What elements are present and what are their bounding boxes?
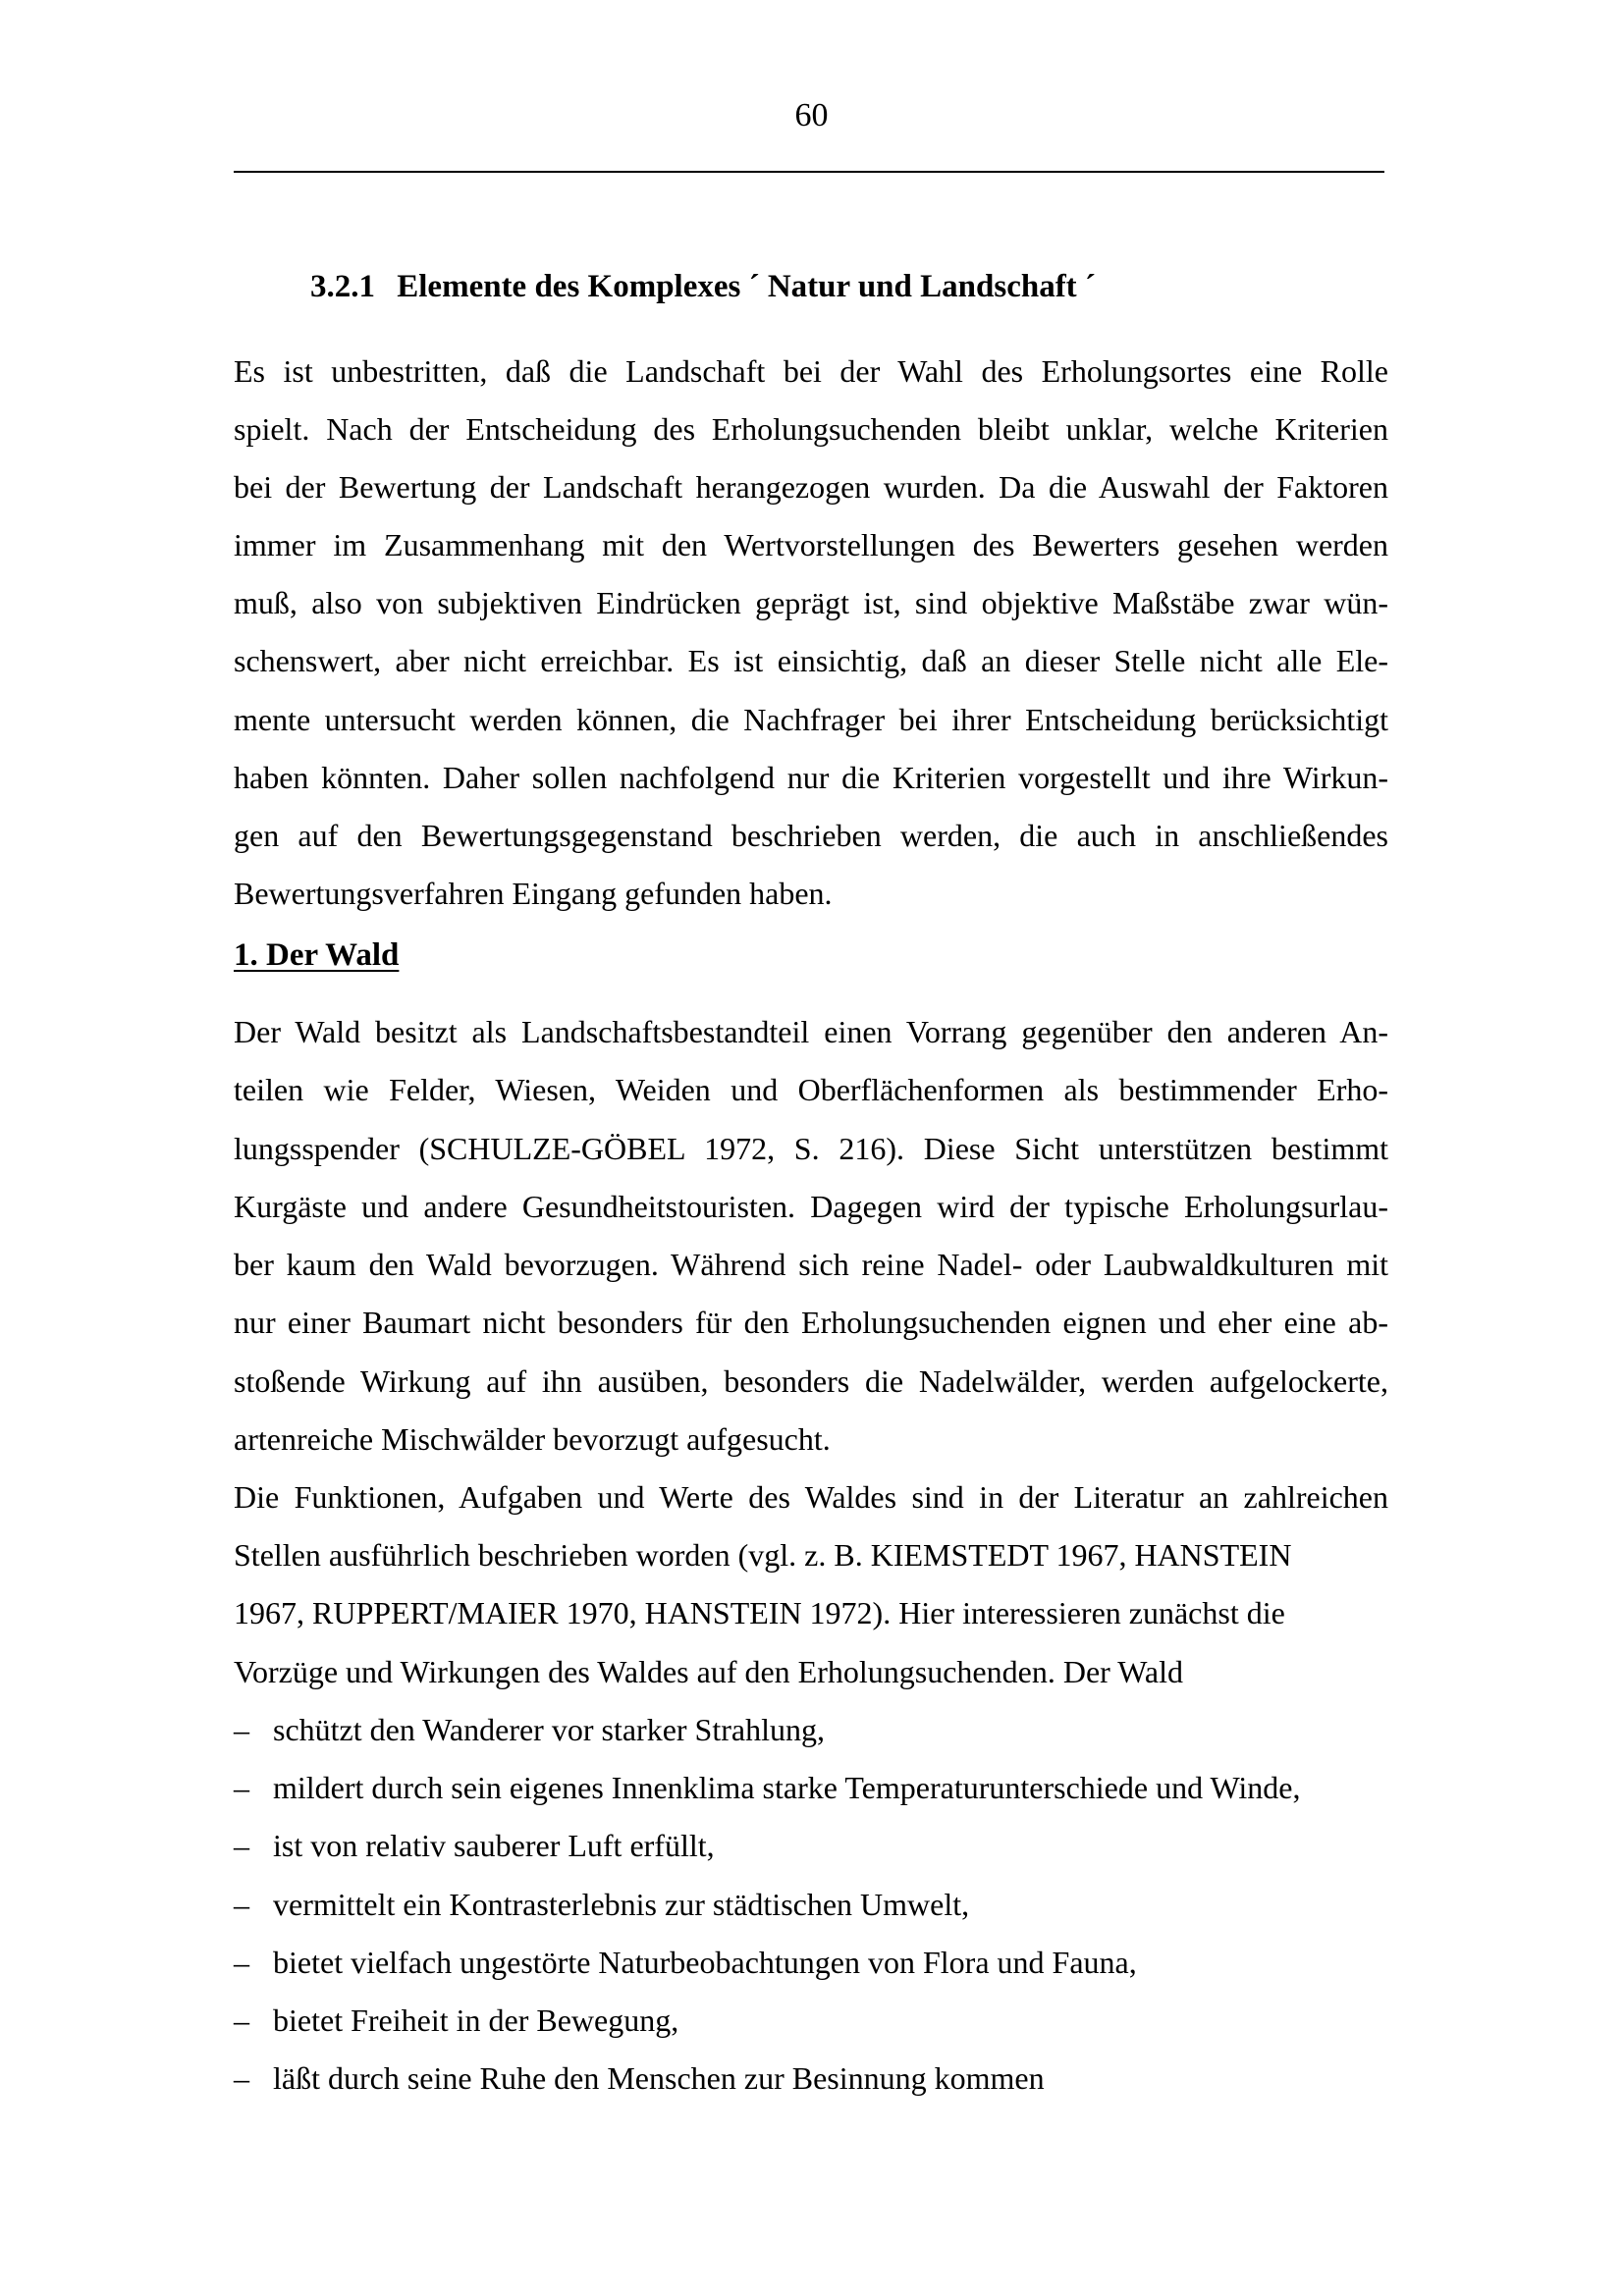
paragraph2-line: stoßende Wirkung auf ihn ausüben, besonders die Nadelwälder, werden aufgelockerte, xyxy=(234,1363,1388,1399)
paragraph2-line: lungsspender (SCHULZE-GÖBEL 1972, S. 216). Diese Sicht unterstützen bestimmt xyxy=(234,1131,1388,1166)
paragraph1-line: Es ist unbestritten, daß die Landschaft bei der Wahl des Erholungsortes eine Rolle xyxy=(234,353,1388,389)
paragraph3-line: Vorzüge und Wirkungen des Waldes auf den Erholungsuchenden. Der Wald xyxy=(234,1654,1183,1689)
dash-bullet: – xyxy=(234,1712,249,1747)
header-rule xyxy=(234,171,1384,173)
section-title: Elemente des Komplexes ´ Natur und Landschaft ´ xyxy=(397,269,1096,304)
paragraph1-line: spielt. Nach der Entscheidung des Erholungsuchenden bleibt unklar, welche Kriterien xyxy=(234,411,1388,447)
list-item xyxy=(234,1826,715,1865)
paragraph1-line: haben könnten. Daher sollen nachfolgend nur die Kriterien vorgestellt und ihre Wirkun- xyxy=(234,760,1388,795)
page-number: 60 xyxy=(794,97,829,133)
list-item-text: mildert durch sein eigenes Innenklima starke Temperaturunterschiede und Winde, xyxy=(273,1770,1301,1805)
dash-bullet: – xyxy=(234,1770,249,1805)
list-item-text: vermittelt ein Kontrasterlebnis zur städtischen Umwelt, xyxy=(273,1887,970,1922)
paragraph1-line: gen auf den Bewertungsgegenstand beschrieben werden, die auch in anschließendes xyxy=(234,818,1388,853)
paragraph2-line: Der Wald besitzt als Landschaftsbestandteil einen Vorrang gegenüber den anderen An- xyxy=(234,1014,1388,1049)
dash-bullet: – xyxy=(234,1945,249,1980)
list-item xyxy=(234,1885,969,1924)
list-item-text: ist von relativ sauberer Luft erfüllt, xyxy=(273,1828,715,1863)
dash-bullet: – xyxy=(234,1828,249,1863)
paragraph1-line: immer im Zusammenhang mit den Wertvorstellungen des Bewerters gesehen werden xyxy=(234,527,1388,562)
dash-bullet: – xyxy=(234,1887,249,1922)
dash-bullet: – xyxy=(234,2002,249,2038)
paragraph1-line: bei der Bewertung der Landschaft herangezogen wurden. Da die Auswahl der Faktoren xyxy=(234,469,1388,505)
paragraph2-line: Kurgäste und andere Gesundheitstouristen. Dagegen wird der typische Erholungsurlau- xyxy=(234,1189,1388,1224)
list-item-text: bietet Freiheit in der Bewegung, xyxy=(273,2002,679,2038)
paragraph2-line: artenreiche Mischwälder bevorzugt aufgesucht. xyxy=(234,1421,831,1457)
dash-bullet: – xyxy=(234,2060,249,2096)
list-item-text: bietet vielfach ungestörte Naturbeobachtungen von Flora und Fauna, xyxy=(273,1945,1137,1980)
subsection-heading-der-wald: 1. Der Wald xyxy=(234,937,400,973)
paragraph3-line: 1967, RUPPERT/MAIER 1970, HANSTEIN 1972). Hier interessieren zunächst die xyxy=(234,1595,1285,1630)
paragraph3-line: Stellen ausführlich beschrieben worden (vgl. z. B. KIEMSTEDT 1967, HANSTEIN xyxy=(234,1537,1292,1573)
list-item xyxy=(234,2058,1045,2098)
section-heading xyxy=(310,267,1096,306)
list-item-text: schützt den Wanderer vor starker Strahlung, xyxy=(273,1712,825,1747)
paragraph1-line: muß, also von subjektiven Eindrücken geprägt ist, sind objektive Maßstäbe zwar wün- xyxy=(234,585,1388,620)
list-item-text: läßt durch seine Ruhe den Menschen zur Besinnung kommen xyxy=(273,2060,1045,2096)
paragraph3-line: Die Funktionen, Aufgaben und Werte des Waldes sind in der Literatur an zahlreichen xyxy=(234,1479,1388,1515)
list-item xyxy=(234,1710,825,1749)
paragraph2-line: ber kaum den Wald bevorzugen. Während sich reine Nadel- oder Laubwaldkulturen mit xyxy=(234,1247,1388,1282)
paragraph1-line: mente untersucht werden können, die Nachfrager bei ihrer Entscheidung berücksichtigt xyxy=(234,702,1388,737)
list-item xyxy=(234,1768,1301,1807)
list-item xyxy=(234,1943,1137,1982)
section-number: 3.2.1 xyxy=(310,269,375,304)
paragraph1-line: schenswert, aber nicht erreichbar. Es ist einsichtig, daß an dieser Stelle nicht alle Ele- xyxy=(234,643,1388,678)
paragraph2-line: teilen wie Felder, Wiesen, Weiden und Oberflächenformen als bestimmender Erho- xyxy=(234,1072,1388,1107)
paragraph1-line: Bewertungsverfahren Eingang gefunden haben. xyxy=(234,876,833,911)
paragraph2-line: nur einer Baumart nicht besonders für den Erholungsuchenden eignen und eher eine ab- xyxy=(234,1305,1388,1340)
list-item xyxy=(234,2001,678,2040)
